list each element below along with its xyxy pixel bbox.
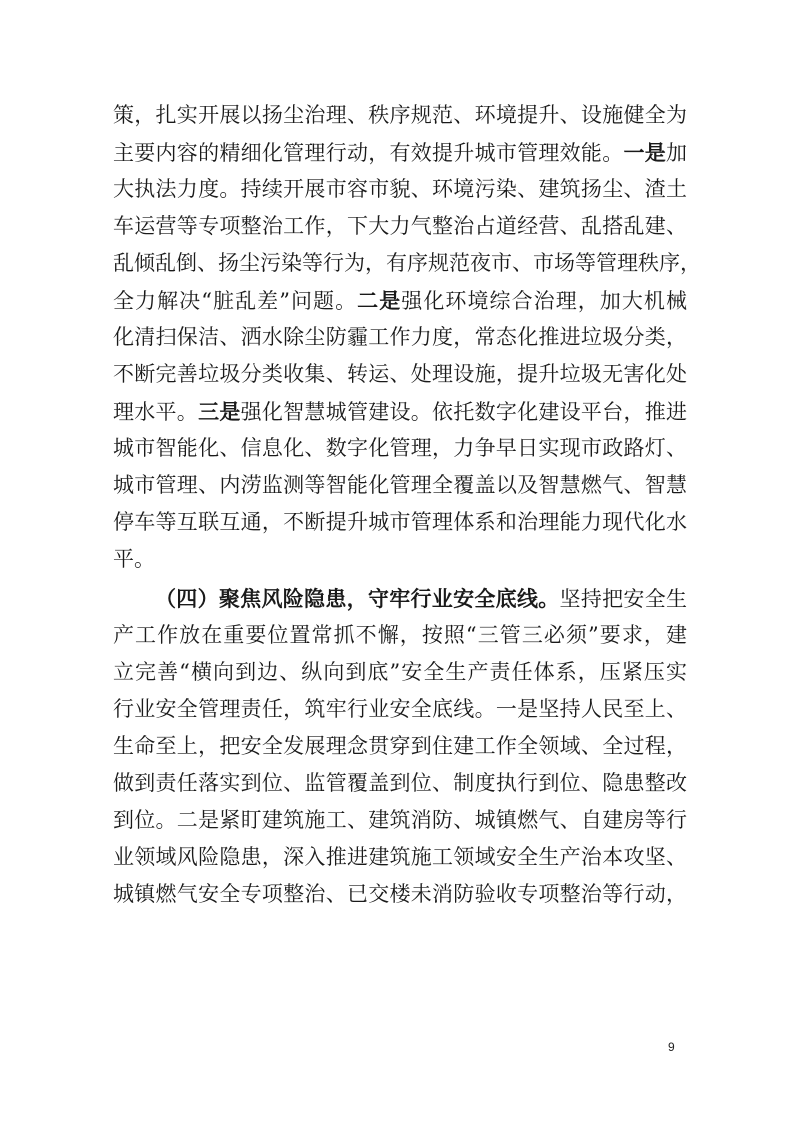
text-line: [113, 467, 687, 504]
text-line: [113, 541, 687, 578]
text-line: [113, 282, 687, 319]
text-line: [113, 134, 687, 171]
section-heading-line: [113, 580, 687, 617]
text-line: [113, 97, 687, 134]
text-line: [113, 839, 687, 876]
text-line: [113, 617, 687, 654]
text-segment: 加: [666, 141, 688, 165]
text-line: [113, 356, 687, 393]
text-segment: 行业安全管理责任，筑牢行业安全底线。一是坚持人民至上、: [113, 697, 687, 721]
text-segment: 不断完善垃圾分类收集、转运、处理设施，提升垃圾无害化处: [113, 362, 687, 386]
page-number: 9: [668, 1040, 675, 1054]
text-line: [113, 245, 701, 282]
text-line: [113, 171, 687, 208]
text-segment: 大执法力度。持续开展市容市貌、环境污染、建筑扬尘、渣土: [113, 177, 687, 201]
text-segment: 全力解决“脏乱差”问题。: [113, 289, 358, 313]
text-line: [113, 691, 687, 728]
text-segment: 强化环境综合治理，加大机械: [401, 289, 687, 313]
text-line: [113, 393, 687, 430]
bold-text: 一是: [623, 140, 667, 165]
text-segment: 化清扫保洁、洒水除尘防霾工作力度，常态化推进垃圾分类，: [113, 325, 687, 349]
text-segment: 城市智能化、信息化、数字化管理，力争早日实现市政路灯、: [113, 436, 687, 460]
text-line: [113, 654, 687, 691]
text-segment: 城镇燃气安全专项整治、已交楼未消防验收专项整治等行动，: [113, 882, 687, 906]
text-segment: 生命至上，把安全发展理念贯穿到住建工作全领域、全过程，: [113, 734, 687, 758]
text-line: [113, 208, 687, 245]
text-line: [113, 430, 687, 467]
text-segment: 车运营等专项整治工作，下大力气整治占道经营、乱搭乱建、: [113, 214, 687, 238]
text-line: [113, 728, 687, 765]
text-segment: 做到责任落实到位、监管覆盖到位、制度执行到位、隐患整改: [113, 771, 687, 795]
text-segment: 强化智慧城管建设。依托数字化建设平台，推进: [240, 400, 688, 424]
text-line: [113, 765, 687, 802]
text-segment: 乱倾乱倒、扬尘污染等行为，有序规范夜市、市场等管理秩序，: [113, 251, 701, 275]
bold-text: 二是: [357, 288, 402, 313]
text-line: [113, 504, 687, 541]
text-segment: 理水平。: [113, 400, 199, 424]
text-segment: 产工作放在重要位置常抓不懈，按照“三管三必须”要求，建: [113, 623, 687, 647]
text-segment: 到位。二是紧盯建筑施工、建筑消防、城镇燃气、自建房等行: [113, 808, 687, 832]
text-segment: 立完善“横向到边、纵向到底”安全生产责任体系，压紧压实: [113, 660, 687, 684]
bold-text: （四）聚焦风险隐患，守牢行业安全底线。: [155, 586, 560, 611]
text-segment: 平。: [113, 547, 155, 571]
text-line: [113, 802, 687, 839]
text-line: [113, 319, 687, 356]
text-segment: 坚持把安全生: [559, 587, 688, 611]
text-segment: 主要内容的精细化管理行动，有效提升城市管理效能。: [113, 141, 624, 165]
text-line: [113, 876, 687, 913]
text-segment: 策，扎实开展以扬尘治理、秩序规范、环境提升、设施健全为: [113, 103, 687, 127]
bold-text: 三是: [198, 399, 241, 424]
text-segment: 停车等互联互通，不断提升城市管理体系和治理能力现代化水: [113, 510, 687, 534]
document-body: [113, 97, 701, 913]
text-segment: 城市管理、内涝监测等智能化管理全覆盖以及智慧燃气、智慧: [113, 473, 687, 497]
text-segment: 业领域风险隐患，深入推进建筑施工领域安全生产治本攻坚、: [113, 845, 687, 869]
